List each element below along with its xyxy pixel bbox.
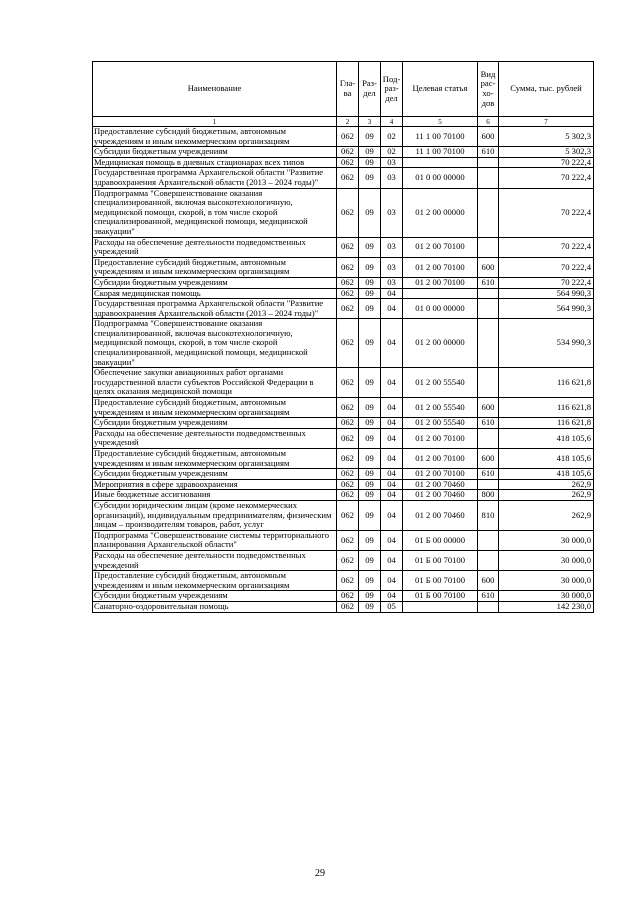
cell-section: 09 [359, 277, 381, 288]
cell-target-article: 01 2 00 00000 [403, 188, 478, 237]
column-number-row [93, 117, 594, 127]
cell-chapter: 062 [337, 571, 359, 591]
header-section: Раз-дел [359, 62, 381, 117]
cell-name: Санаторно-оздоровительная помощь [93, 601, 337, 612]
cell-name: Мероприятия в сфере здравоохранения [93, 479, 337, 490]
cell-sum: 116 621,8 [499, 368, 594, 398]
cell-section: 09 [359, 299, 381, 319]
header-chapter: Гла-ва [337, 62, 359, 117]
cell-expense-type [478, 168, 499, 188]
cell-expense-type: 810 [478, 500, 499, 530]
table-row [93, 147, 594, 158]
cell-section: 09 [359, 157, 381, 168]
cell-target-article: 01 2 00 70100 [403, 449, 478, 469]
cell-target-article: 01 2 00 70100 [403, 428, 478, 448]
cell-expense-type [478, 319, 499, 368]
table-row [93, 368, 594, 398]
column-number: 7 [499, 117, 594, 127]
cell-sum: 142 230,0 [499, 601, 594, 612]
cell-chapter: 062 [337, 449, 359, 469]
cell-section: 09 [359, 418, 381, 429]
table-row [93, 237, 594, 257]
cell-subsection: 04 [381, 368, 403, 398]
cell-target-article: 01 2 00 00000 [403, 319, 478, 368]
table-row [93, 530, 594, 550]
table-row [93, 479, 594, 490]
cell-name: Медицинская помощь в дневных стационарах всех типов [93, 157, 337, 168]
cell-sum: 70 222,4 [499, 157, 594, 168]
cell-chapter: 062 [337, 157, 359, 168]
cell-subsection: 03 [381, 188, 403, 237]
cell-name: Предоставление субсидий бюджетным, автономным учреждениям и иным некоммерческим организациям [93, 257, 337, 277]
cell-subsection: 04 [381, 288, 403, 299]
cell-sum: 418 105,6 [499, 449, 594, 469]
cell-name: Предоставление субсидий бюджетным, автономным учреждениям и иным некоммерческим организациям [93, 571, 337, 591]
cell-sum: 534 990,3 [499, 319, 594, 368]
cell-chapter: 062 [337, 490, 359, 501]
header-sum: Сумма, тыс. рублей [499, 62, 594, 117]
cell-sum: 262,9 [499, 490, 594, 501]
cell-name: Иные бюджетные ассигнования [93, 490, 337, 501]
cell-section: 09 [359, 571, 381, 591]
header-row [93, 62, 594, 117]
cell-subsection: 02 [381, 127, 403, 147]
cell-chapter: 062 [337, 601, 359, 612]
cell-name: Подпрограмма "Совершенствование оказания специализированной, включая высокотехнологичную, медицинской помощи, скорой, в том числе скорой специализированной, медицинской помощи, медицинской эвакуации" [93, 319, 337, 368]
table-row [93, 601, 594, 612]
cell-subsection: 04 [381, 428, 403, 448]
cell-expense-type: 610 [478, 418, 499, 429]
cell-section: 09 [359, 490, 381, 501]
cell-subsection: 04 [381, 571, 403, 591]
cell-expense-type: 610 [478, 469, 499, 480]
table-row [93, 591, 594, 602]
cell-sum: 70 222,4 [499, 168, 594, 188]
cell-name: Субсидии бюджетным учреждениям [93, 418, 337, 429]
cell-target-article: 01 2 00 70460 [403, 490, 478, 501]
cell-subsection: 04 [381, 550, 403, 570]
cell-target-article: 01 2 00 55540 [403, 418, 478, 429]
cell-name: Предоставление субсидий бюджетным, автономным учреждениям и иным некоммерческим организациям [93, 449, 337, 469]
cell-sum: 5 302,3 [499, 147, 594, 158]
cell-section: 09 [359, 127, 381, 147]
cell-chapter: 062 [337, 319, 359, 368]
cell-expense-type [478, 157, 499, 168]
cell-subsection: 04 [381, 319, 403, 368]
cell-section: 09 [359, 601, 381, 612]
cell-name: Подпрограмма "Совершенствование оказания специализированной, включая высокотехнологичную, медицинской помощи, скорой, в том числе скорой специализированной, медицинской помощи, медицинской эвакуации" [93, 188, 337, 237]
column-number: 2 [337, 117, 359, 127]
cell-target-article: 01 2 00 70100 [403, 237, 478, 257]
cell-sum: 70 222,4 [499, 188, 594, 237]
header-name: Наименование [93, 62, 337, 117]
cell-expense-type [478, 288, 499, 299]
cell-name: Субсидии бюджетным учреждениям [93, 277, 337, 288]
cell-expense-type: 600 [478, 127, 499, 147]
table-row [93, 277, 594, 288]
cell-target-article: 01 0 00 00000 [403, 168, 478, 188]
cell-target-article: 01 Б 00 70100 [403, 591, 478, 602]
cell-target-article: 01 2 00 70460 [403, 500, 478, 530]
table-row [93, 127, 594, 147]
cell-target-article [403, 288, 478, 299]
cell-chapter: 062 [337, 479, 359, 490]
cell-target-article: 01 2 00 55540 [403, 368, 478, 398]
cell-subsection: 03 [381, 237, 403, 257]
cell-name: Государственная программа Архангельской области "Развитие здравоохранения Архангельской области (2013 – 2024 годы)" [93, 299, 337, 319]
column-number: 1 [93, 117, 337, 127]
cell-sum: 418 105,6 [499, 469, 594, 480]
cell-name: Субсидии бюджетным учреждениям [93, 591, 337, 602]
table-row [93, 449, 594, 469]
table-row [93, 299, 594, 319]
cell-chapter: 062 [337, 168, 359, 188]
table-row [93, 398, 594, 418]
cell-name: Субсидии юридическим лицам (кроме некоммерческих организаций), индивидуальным предпринимателям, физическим лицам – производителям товаров, работ, услуг [93, 500, 337, 530]
cell-target-article: 01 2 00 70100 [403, 469, 478, 480]
cell-sum: 564 990,3 [499, 299, 594, 319]
header-target-article: Целевая статья [403, 62, 478, 117]
cell-chapter: 062 [337, 368, 359, 398]
cell-sum: 5 302,3 [499, 127, 594, 147]
cell-expense-type: 800 [478, 490, 499, 501]
cell-sum: 70 222,4 [499, 237, 594, 257]
cell-section: 09 [359, 257, 381, 277]
cell-subsection: 02 [381, 147, 403, 158]
cell-chapter: 062 [337, 188, 359, 237]
cell-chapter: 062 [337, 288, 359, 299]
cell-chapter: 062 [337, 147, 359, 158]
cell-name: Предоставление субсидий бюджетным, автономным учреждениям и иным некоммерческим организациям [93, 398, 337, 418]
cell-section: 09 [359, 530, 381, 550]
cell-chapter: 062 [337, 428, 359, 448]
cell-target-article: 01 2 00 70460 [403, 479, 478, 490]
cell-name: Скорая медицинская помощь [93, 288, 337, 299]
table-row [93, 257, 594, 277]
cell-expense-type [478, 479, 499, 490]
budget-table [92, 61, 594, 613]
cell-expense-type: 610 [478, 277, 499, 288]
cell-sum: 116 621,8 [499, 398, 594, 418]
cell-subsection: 04 [381, 500, 403, 530]
cell-expense-type [478, 601, 499, 612]
table-row [93, 428, 594, 448]
cell-chapter: 062 [337, 257, 359, 277]
cell-subsection: 04 [381, 418, 403, 429]
cell-sum: 262,9 [499, 479, 594, 490]
column-number: 6 [478, 117, 499, 127]
cell-name: Расходы на обеспечение деятельности подведомственных учреждений [93, 550, 337, 570]
cell-sum: 30 000,0 [499, 550, 594, 570]
cell-expense-type [478, 428, 499, 448]
cell-chapter: 062 [337, 277, 359, 288]
cell-subsection: 04 [381, 469, 403, 480]
cell-chapter: 062 [337, 469, 359, 480]
cell-section: 09 [359, 550, 381, 570]
cell-name: Расходы на обеспечение деятельности подведомственных учреждений [93, 428, 337, 448]
cell-name: Расходы на обеспечение деятельности подведомственных учреждений [93, 237, 337, 257]
cell-section: 09 [359, 319, 381, 368]
cell-expense-type [478, 188, 499, 237]
cell-section: 09 [359, 168, 381, 188]
cell-section: 09 [359, 147, 381, 158]
cell-sum: 30 000,0 [499, 571, 594, 591]
cell-subsection: 03 [381, 168, 403, 188]
column-number: 4 [381, 117, 403, 127]
cell-target-article: 01 Б 00 70100 [403, 571, 478, 591]
cell-sum: 564 990,3 [499, 288, 594, 299]
cell-subsection: 03 [381, 157, 403, 168]
cell-section: 09 [359, 398, 381, 418]
cell-chapter: 062 [337, 237, 359, 257]
column-number: 5 [403, 117, 478, 127]
cell-subsection: 03 [381, 257, 403, 277]
cell-section: 09 [359, 500, 381, 530]
cell-subsection: 05 [381, 601, 403, 612]
header-subsection: Под-раз-дел [381, 62, 403, 117]
cell-sum: 70 222,4 [499, 257, 594, 277]
cell-target-article: 11 1 00 70100 [403, 147, 478, 158]
cell-sum: 30 000,0 [499, 591, 594, 602]
cell-section: 09 [359, 449, 381, 469]
cell-chapter: 062 [337, 530, 359, 550]
page-number: 29 [315, 868, 325, 879]
cell-target-article: 01 0 00 00000 [403, 299, 478, 319]
cell-chapter: 062 [337, 550, 359, 570]
cell-name: Предоставление субсидий бюджетным, автономным учреждениям и иным некоммерческим организациям [93, 127, 337, 147]
cell-sum: 30 000,0 [499, 530, 594, 550]
cell-sum: 70 222,4 [499, 277, 594, 288]
table-row [93, 469, 594, 480]
cell-section: 09 [359, 428, 381, 448]
cell-subsection: 04 [381, 398, 403, 418]
cell-subsection: 04 [381, 591, 403, 602]
cell-chapter: 062 [337, 398, 359, 418]
cell-name: Субсидии бюджетным учреждениям [93, 147, 337, 158]
cell-name: Государственная программа Архангельской области "Развитие здравоохранения Архангельской области (2013 – 2024 годы)" [93, 168, 337, 188]
column-number: 3 [359, 117, 381, 127]
cell-sum: 418 105,6 [499, 428, 594, 448]
cell-expense-type: 610 [478, 591, 499, 602]
cell-subsection: 04 [381, 299, 403, 319]
table-row [93, 288, 594, 299]
cell-chapter: 062 [337, 127, 359, 147]
cell-expense-type [478, 550, 499, 570]
cell-sum: 262,9 [499, 500, 594, 530]
table-row [93, 168, 594, 188]
cell-subsection: 04 [381, 530, 403, 550]
cell-section: 09 [359, 237, 381, 257]
cell-expense-type [478, 237, 499, 257]
cell-target-article: 01 Б 00 00000 [403, 530, 478, 550]
cell-name: Обеспечение закупки авиационных работ органами государственной власти субъектов Российской Федерации в целях оказания медицинской помощи [93, 368, 337, 398]
cell-chapter: 062 [337, 500, 359, 530]
cell-expense-type [478, 530, 499, 550]
cell-subsection: 04 [381, 479, 403, 490]
cell-subsection: 04 [381, 449, 403, 469]
cell-subsection: 04 [381, 490, 403, 501]
cell-target-article: 01 2 00 70100 [403, 257, 478, 277]
table-body [93, 127, 594, 613]
table-row [93, 500, 594, 530]
cell-section: 09 [359, 591, 381, 602]
cell-sum: 116 621,8 [499, 418, 594, 429]
cell-section: 09 [359, 479, 381, 490]
cell-section: 09 [359, 469, 381, 480]
table-row [93, 490, 594, 501]
cell-expense-type: 610 [478, 147, 499, 158]
cell-section: 09 [359, 188, 381, 237]
table-row [93, 188, 594, 237]
cell-name: Субсидии бюджетным учреждениям [93, 469, 337, 480]
cell-name: Подпрограмма "Совершенствование системы территориального планирования Архангельской области" [93, 530, 337, 550]
table-row [93, 550, 594, 570]
cell-target-article [403, 157, 478, 168]
cell-target-article: 01 Б 00 70100 [403, 550, 478, 570]
cell-expense-type: 600 [478, 257, 499, 277]
cell-expense-type: 600 [478, 398, 499, 418]
cell-target-article: 01 2 00 55540 [403, 398, 478, 418]
cell-target-article: 11 1 00 70100 [403, 127, 478, 147]
table-row [93, 418, 594, 429]
header-expense-type: Вид рас-хо-дов [478, 62, 499, 117]
cell-expense-type [478, 368, 499, 398]
cell-chapter: 062 [337, 299, 359, 319]
table-row [93, 319, 594, 368]
cell-chapter: 062 [337, 591, 359, 602]
cell-target-article [403, 601, 478, 612]
cell-subsection: 03 [381, 277, 403, 288]
cell-expense-type [478, 299, 499, 319]
cell-section: 09 [359, 368, 381, 398]
table-row [93, 571, 594, 591]
cell-expense-type: 600 [478, 449, 499, 469]
cell-target-article: 01 2 00 70100 [403, 277, 478, 288]
cell-expense-type: 600 [478, 571, 499, 591]
table-row [93, 157, 594, 168]
cell-section: 09 [359, 288, 381, 299]
cell-chapter: 062 [337, 418, 359, 429]
